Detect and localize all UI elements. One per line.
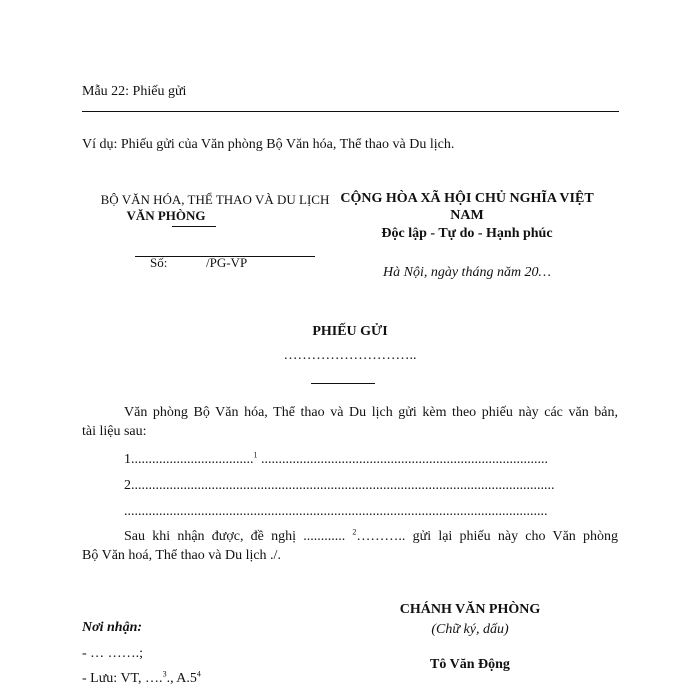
body-paragraph-2-line1 — [124, 529, 618, 545]
place-date: Hà Nội, ngày tháng năm 20… — [383, 265, 551, 280]
footnote-marker-3: 3 — [162, 669, 167, 679]
document-title: PHIẾU GỬI — [312, 324, 388, 339]
number-label: Số: — [150, 255, 168, 270]
example-line: Ví dụ: Phiếu gửi của Văn phòng Bộ Văn hóa, Thể thao và Du lịch. — [82, 137, 455, 152]
number-suffix: /PG-VP — [206, 255, 248, 270]
top-divider — [82, 111, 619, 112]
country-name-line1: CỘNG HÒA XÃ HỘI CHỦ NGHĨA VIỆT — [340, 191, 594, 206]
list-item-1-start: 1................................... — [124, 452, 254, 467]
request-text-a: Sau khi nhận được, đề nghị ............ — [124, 529, 353, 544]
signer-title: CHÁNH VĂN PHÒNG — [399, 602, 541, 617]
title-underline — [311, 383, 375, 384]
list-item-1 — [124, 452, 548, 468]
national-motto: Độc lập - Tự do - Hạnh phúc — [381, 226, 553, 241]
signature-note: (Chữ ký, dấu) — [431, 622, 509, 637]
list-item-2: 2......................................................................................................................... — [124, 478, 555, 493]
office-name: VĂN PHÒNG — [126, 208, 206, 223]
archive-text-a: - Lưu: VT, …. — [82, 671, 163, 686]
footnote-marker-4: 4 — [196, 669, 201, 679]
footnote-marker-2: 2 — [352, 527, 357, 537]
footnote-marker-1: 1 — [253, 450, 258, 460]
recipients-label: Nơi nhận: — [82, 620, 143, 635]
recipient-line-2 — [82, 671, 201, 687]
title-dots: ……………………….. — [283, 348, 417, 363]
signer-name: Tô Văn Động — [430, 657, 510, 672]
list-item-3: ......................................................................................................................... — [124, 504, 548, 519]
body-paragraph-1-line2: tài liệu sau: — [82, 424, 147, 439]
agency-name: BỘ VĂN HÓA, THỂ THAO VÀ DU LỊCH — [100, 192, 330, 207]
office-underline — [172, 226, 216, 227]
form-label: Mẫu 22: Phiếu gửi — [82, 84, 187, 99]
request-text-b: ……….. gửi lại phiếu này cho Văn phòng — [356, 529, 618, 544]
recipient-line-1: - … …….; — [82, 646, 144, 661]
country-name-line2: NAM — [450, 208, 484, 223]
list-item-1-end: .................................................................................. — [261, 452, 548, 467]
archive-text-b: ., A.5 — [166, 671, 197, 686]
body-paragraph-2-line2: Bộ Văn hoá, Thể thao và Du lịch ./. — [82, 548, 281, 563]
body-paragraph-1-line1: Văn phòng Bộ Văn hóa, Thể thao và Du lịch gửi kèm theo phiếu này các văn bản, — [124, 405, 618, 420]
